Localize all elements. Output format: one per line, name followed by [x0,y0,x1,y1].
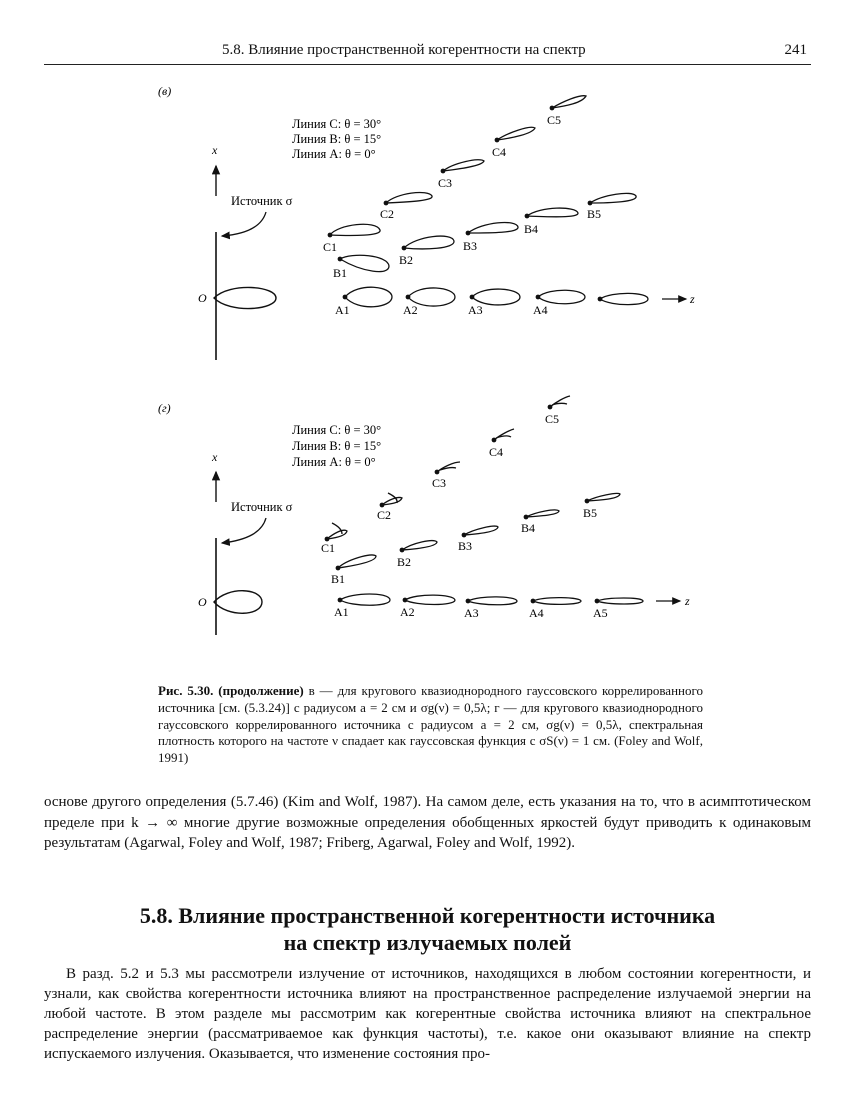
paragraph-2: В разд. 5.2 и 5.3 мы рассмотрели излучение от источников, находящихся в любом состоянии когерентности, и узнали, как свойства когерентности источника влияют на пространственное распределение излучаемой энергии на любой частоте. В этом разделе мы рассмотрим как когерентные свойства источника влияют на спектральное распределение энергии (рассматриваемое как функция частоты), т.е. какое они оказывают влияние на спектр испускаемого излучения. Оказывается, что изменение состояния про- [44,966,811,1062]
origin-label: O [198,595,207,609]
origin-label: O [198,291,207,305]
legend-line-b: Линия B: θ = 15° [292,439,382,453]
point-a2 [400,595,455,619]
svg-text:A2: A2 [403,303,418,317]
origin-lobe [214,287,276,308]
svg-text:A3: A3 [468,303,483,317]
figure-caption [158,683,703,767]
point-b3 [463,222,518,253]
point-b1 [331,555,376,586]
point-a1 [334,594,390,619]
point-b5 [587,193,636,221]
svg-text:A4: A4 [529,606,544,620]
svg-text:C1: C1 [321,541,336,555]
svg-text:B2: B2 [399,253,414,267]
section-heading-line-1: 5.8. Влияние пространственной когерентности источника [139,903,716,928]
point-c2 [377,493,402,522]
caption-text: в — для кругового квазиоднородного гауссовского коррелированного источника [см. (5.3.24)] с радиусом a = 2 см и σg(ν) = 0,5λ; г — для кругового квазиоднородного гауссовского коррелированного источника с радиусом a = 2 см, σg(ν) = 0,5λ, спектральная плотность которого на частоте ν спадает как гауссовская функция с σS(ν) = 1 см. (Foley and Wolf, 1991) [158,683,704,766]
svg-text:B1: B1 [333,266,348,280]
point-b4 [524,208,578,236]
point-c1 [323,224,380,254]
svg-text:C1: C1 [323,240,338,254]
svg-text:C4: C4 [492,145,507,159]
point-c3 [438,160,484,190]
point-a4 [533,290,585,317]
svg-text:B3: B3 [463,239,478,253]
page-number: 241 [784,42,807,58]
source-label: Источник σ [231,194,293,208]
point-a5 [593,598,643,620]
figure-panel-v [0,72,855,372]
svg-text:A1: A1 [335,303,350,317]
section-heading [44,902,811,956]
section-heading-line-2: на спектр излучаемых полей [283,930,572,955]
running-title: 5.8. Влияние пространственной когерентности на спектр [222,42,586,58]
svg-text:B1: B1 [331,572,346,586]
axis-x-label: x [212,143,218,157]
point-c3 [432,462,460,490]
svg-text:A4: A4 [533,303,548,317]
point-a3 [464,597,517,620]
point-c5 [545,396,570,426]
point-c4 [489,429,514,459]
point-a5 [598,293,648,304]
source-pointer-arrow [222,518,266,543]
svg-text:C5: C5 [545,412,560,426]
legend-line-c: Линия C: θ = 30° [292,423,382,437]
axis-x-label: x [212,450,218,464]
legend-line-b: Линия B: θ = 15° [292,132,382,146]
point-a4 [529,598,581,620]
svg-text:C4: C4 [489,445,504,459]
svg-text:A3: A3 [464,606,479,620]
point-a2 [403,288,455,317]
origin-lobe [214,591,262,614]
point-a1 [335,287,392,317]
svg-text:B4: B4 [524,222,539,236]
svg-text:C2: C2 [377,508,392,522]
axis-z-label: z [690,292,695,306]
point-c4 [492,127,535,159]
source-pointer-arrow [222,212,266,236]
panel-label: (в) [158,84,172,98]
point-c2 [380,192,432,221]
axis-z-label: z [685,594,690,608]
svg-text:C3: C3 [438,176,453,190]
svg-text:B2: B2 [397,555,412,569]
svg-text:A2: A2 [400,605,415,619]
point-b3 [458,526,498,553]
point-b1 [333,255,389,280]
caption-label: Рис. 5.30. (продолжение) [158,683,304,698]
svg-text:B5: B5 [587,207,602,221]
point-b2 [397,541,437,569]
legend-line-c: Линия C: θ = 30° [292,117,382,131]
legend-line-a: Линия A: θ = 0° [292,147,376,161]
svg-text:B3: B3 [458,539,473,553]
legend-line-a: Линия A: θ = 0° [292,455,376,469]
paragraph-1: основе другого определения (5.7.46) (Kim and Wolf, 1987). На самом деле, есть указания на то, что в асимптотическом пределе при k → ∞ многие другие возможные определения обобщенных яркостей будут приводить к одинаковым результатам (Agarwal, Foley and Wolf, 1987; Friberg, Agarwal, Foley and Wolf, 1992). [44,794,811,851]
svg-text:C2: C2 [380,207,395,221]
point-b2 [399,236,454,267]
point-c1 [321,523,347,555]
point-b4 [521,510,559,535]
svg-text:B4: B4 [521,521,536,535]
svg-text:B5: B5 [583,506,598,520]
figure-panel-g [0,395,855,635]
svg-text:A1: A1 [334,605,349,619]
point-a3 [468,289,520,317]
svg-text:C5: C5 [547,113,562,127]
svg-text:A5: A5 [593,606,608,620]
point-b5 [583,493,620,520]
panel-label: (г) [158,401,171,415]
point-c5 [547,96,586,127]
page-header [44,38,811,65]
source-label: Источник σ [231,500,293,514]
svg-text:C3: C3 [432,476,447,490]
